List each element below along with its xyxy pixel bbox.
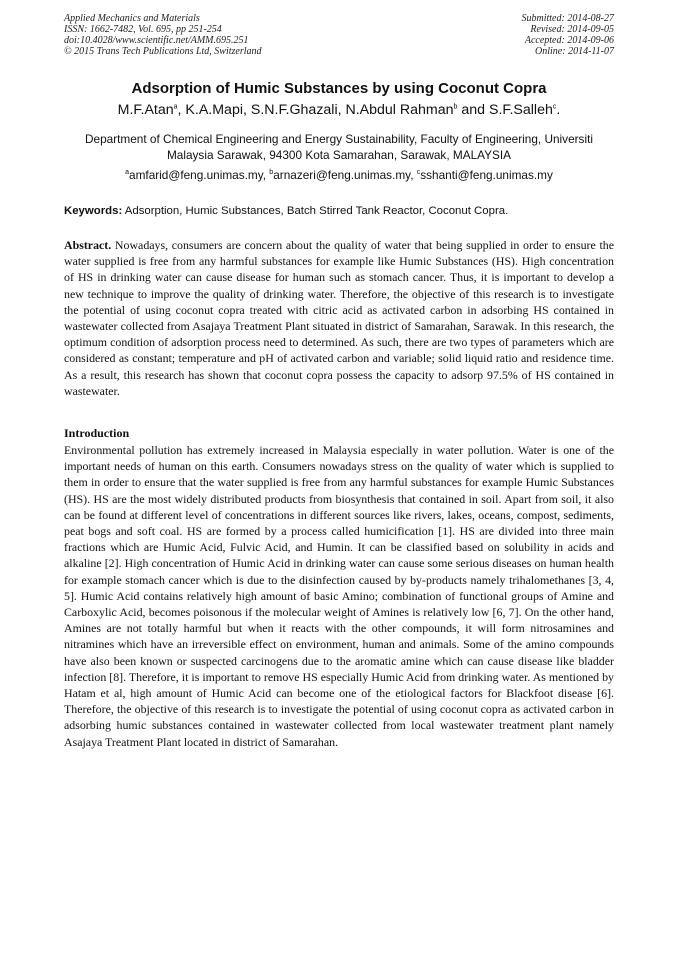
- journal-doi[interactable]: doi:10.4028/www.scientific.net/AMM.695.251: [64, 35, 249, 46]
- email-sup: a: [125, 169, 130, 177]
- journal-header: [64, 13, 262, 57]
- author-part: .: [556, 102, 561, 118]
- date-accepted: Accepted: 2014-09-06: [524, 35, 614, 46]
- journal-copyright: © 2015 Trans Tech Publications Ltd, Switzerland: [64, 46, 262, 57]
- keywords: [64, 205, 614, 217]
- author-affil-sup: a: [173, 103, 178, 111]
- abstract-text: Nowadays, consumers are concern about the quality of water that being supplied in order to ensure the water supplied is free from any harmful substances for example like Humic Substances (HS). High concentration of HS in drinking water can cause disease for human such as stomach cancer. Thus, it is important to develop a new technique to improve the quality of drinking water. Therefore, the objective of this research is to investigate the potential of using coconut copra treated with citric acid as activated carbon in adsorbing HS contained in wastewater collected from Asajaya Treatment Plant situated in district of Samarahan, Sarawak. In this research, the optimum condition of adsorption process need to determined. As such, there are two types of parameters which are considered as constant; temperature and pH of activated carbon and variable; solid liquid ratio and residence time. As a result, this research has shown that coconut copra possess the capacity to adsorp 97.5% of HS contained in wastewater.: [64, 238, 614, 398]
- author-affil-sup: c: [552, 103, 557, 111]
- affiliation: Department of Chemical Engineering and Energy Sustainability, Faculty of Engineering, Universiti Malaysia Sarawak, 94300 Kota Samarahan, Sarawak, MALAYSIA: [85, 132, 593, 162]
- author-part: , K.A.Mapi, S.N.F.Ghazali, N.Abdul Rahman: [177, 102, 454, 118]
- journal-issn: ISSN: 1662-7482, Vol. 695, pp 251-254: [64, 24, 222, 35]
- date-revised: Revised: 2014-09-05: [530, 24, 614, 35]
- author-part: M.F.Atan: [117, 102, 174, 118]
- author-emails: [0, 168, 678, 182]
- email-sup: c: [416, 169, 421, 177]
- author-list: [0, 102, 678, 118]
- email-link[interactable]: amfarid@feng.unimas.my,: [129, 168, 270, 182]
- email-sup: b: [269, 169, 274, 177]
- keywords-text: Adsorption, Humic Substances, Batch Stirred Tank Reactor, Coconut Copra.: [122, 205, 509, 217]
- dates-header: [522, 13, 615, 57]
- author-affil-sup: b: [453, 103, 458, 111]
- abstract: [64, 237, 614, 399]
- date-online: Online: 2014-11-07: [535, 46, 614, 57]
- paper-title: Adsorption of Humic Substances by using Coconut Copra: [131, 80, 547, 97]
- abstract-label: Abstract.: [64, 238, 112, 252]
- email-link[interactable]: arnazeri@feng.unimas.my,: [273, 168, 417, 182]
- keywords-label: Keywords:: [64, 205, 123, 217]
- introduction-heading: Introduction: [64, 426, 130, 440]
- date-submitted: Submitted: 2014-08-27: [521, 13, 614, 24]
- email-link[interactable]: sshanti@feng.unimas.my: [420, 168, 553, 182]
- author-part: and S.F.Salleh: [457, 102, 553, 118]
- introduction-text: Environmental pollution has extremely increased in Malaysia especially in water pollution. Water is one of the important needs of human on this earth. Consumers nowadays stress on the quality of water which is supplied to them in order to ensure that the water supplied is free from any harmful substances for example Humic Substances (HS). HS are the most widely distributed products from biosynthesis that contained in soil. Apart from soil, it also can be found at different level of concentrations in different sources like rivers, lakes, oceans, compost, sediments, peat bogs and soft coal. HS are formed by a process called humicification [1]. HS are divided into three main fractions which are Humic Acid, Fulvic Acid, and Humin. It can be classified based on solubility in acids and alkaline [2]. High concentration of Humic Acid in drinking water can cause some serious diseases on human health for example stomach cancer which is due to the disinfection caused by by-products namely trihalomethanes [3, 4, 5]. Humic Acid contains relatively high amount of basic Amino; combination of functional groups of Amine and Carboxylic Acid, becomes poisonous if the molecular weight of Amines is relatively low [6, 7]. On the other hand, Amines are not totally harmful but when it reacts with the other compounds, it will form nitrosamines and nitramines which have an irreversible effect on environment, human and animals. Some of the amino compounds have also been known or suspected carcinogens due to the aromatic amine which can cause disease like bladder infection [8]. Therefore, it is important to remove HS especially Humic Acid from drinking water. As mentioned by Hatam et al, high amount of Humic Acid can become one of the etiological factors for Blackfoot disease [6]. Therefore, the objective of this research is to investigate the potential of using coconut copra as activated carbon in adsorbing humic substances contained in wastewater collected from local wastewater treatment plant namely Asajaya Treatment Plant located in district of Samarahan.: [64, 443, 614, 749]
- journal-name: Applied Mechanics and Materials: [64, 13, 200, 24]
